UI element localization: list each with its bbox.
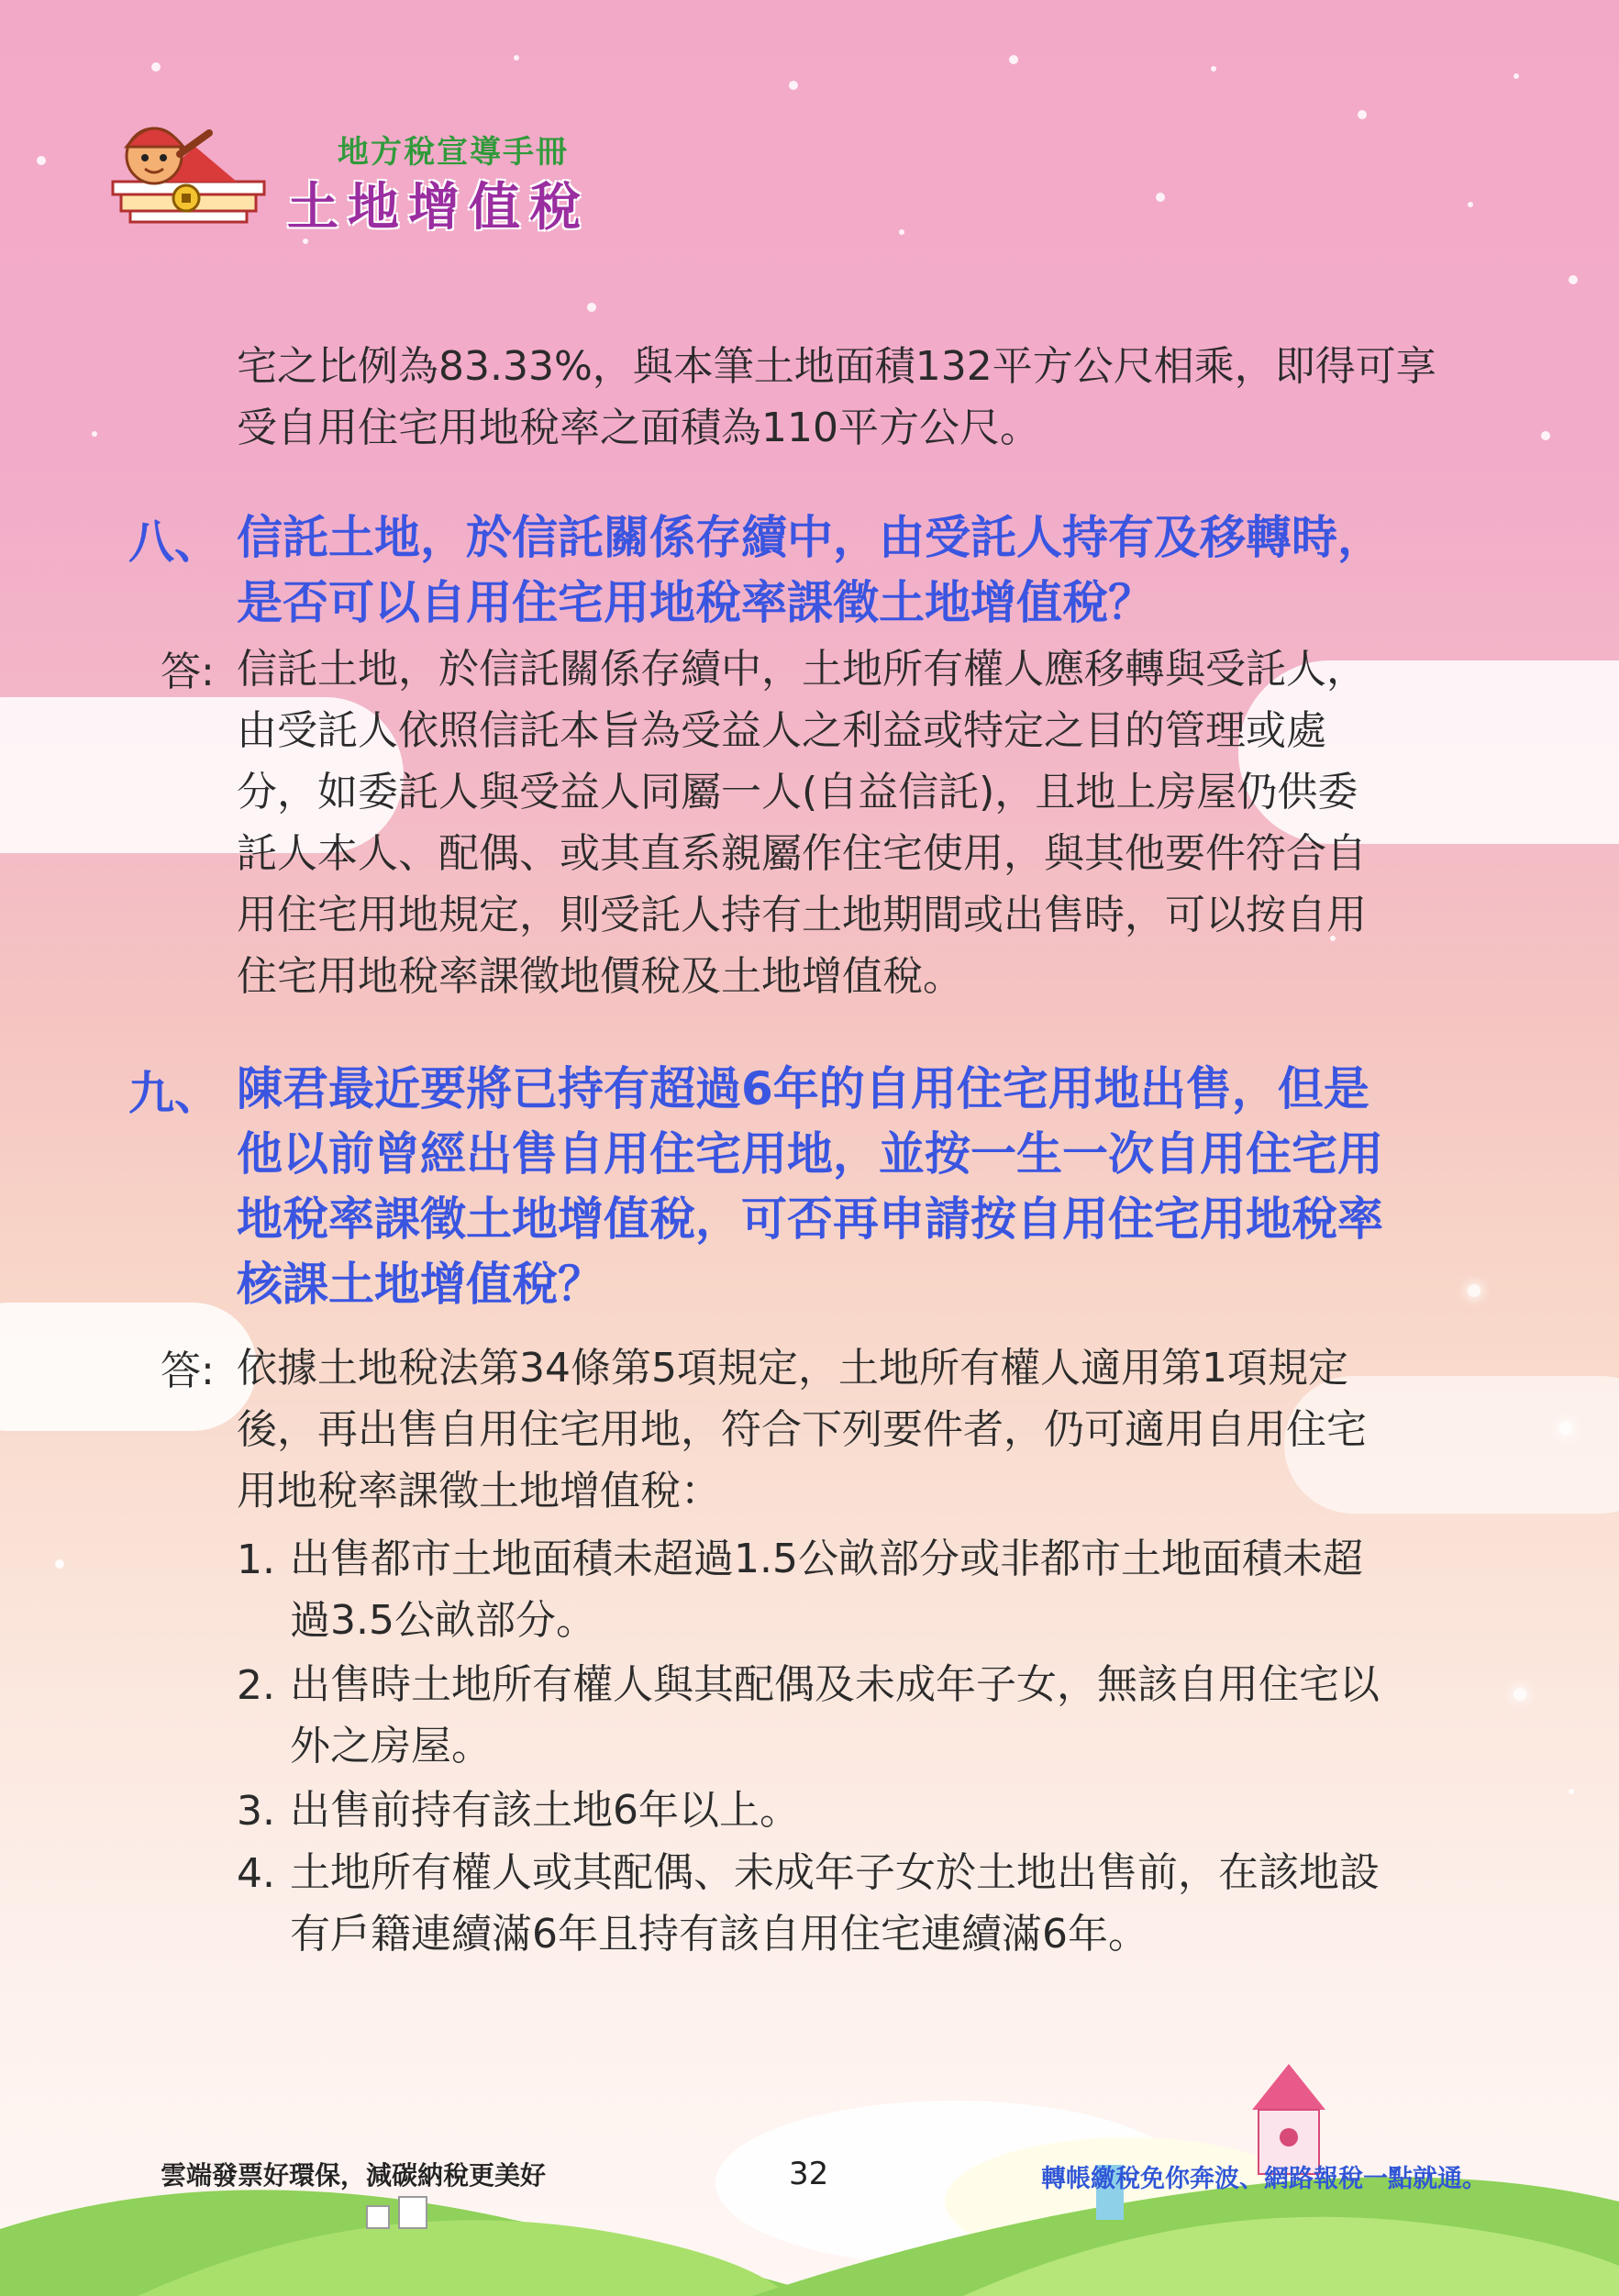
star-decoration <box>1569 275 1578 284</box>
question-number: 九、 <box>128 1067 220 1120</box>
answer-label: 答: <box>161 649 215 695</box>
question-line: 他以前曾經出售自用住宅用地，並按一生一次自用住宅用 <box>237 1127 1383 1181</box>
text-line: 託人本人、配偶、或其直系親屬作住宅使用，與其他要件符合自 <box>237 830 1367 877</box>
question-line: 地稅率課徵土地增值稅，可否再申請按自用住宅用地稅率 <box>237 1192 1383 1246</box>
answer-paragraph <box>237 1337 1367 1522</box>
page-title: 土地增值稅 <box>287 178 590 238</box>
star-decoration <box>587 303 596 312</box>
question-line: 信託土地，於信託關係存續中，由受託人持有及移轉時， <box>237 511 1383 564</box>
text-line: 出售都市土地面積未超過1.5公畝部分或非都市土地面積未超 <box>290 1536 1363 1582</box>
star-decoration <box>1514 73 1519 79</box>
list-item-text <box>290 1528 1363 1651</box>
text-line: 信託土地，於信託關係存續中，土地所有權人應移轉與受託人， <box>237 646 1367 693</box>
star-decoration <box>1569 1789 1574 1794</box>
star-decoration <box>1514 1688 1526 1701</box>
star-decoration <box>55 1559 64 1569</box>
star-decoration <box>789 81 798 90</box>
star-decoration <box>1468 1284 1480 1297</box>
star-decoration <box>1211 66 1216 72</box>
list-item-text <box>290 1780 800 1841</box>
text-line: 用住宅用地規定，則受託人持有土地期間或出售時，可以按自用 <box>237 892 1367 938</box>
text-line: 宅之比例為83.33%，與本筆土地面積132平方公尺相乘，即得可享 <box>237 343 1436 390</box>
text-line: 土地所有權人或其配偶、未成年子女於土地出售前，在該地設 <box>290 1849 1380 1896</box>
question-line: 核課土地增值稅？ <box>237 1258 604 1311</box>
text-line: 外之房屋。 <box>290 1723 492 1769</box>
intro-paragraph <box>237 336 1436 459</box>
text-line: 出售前持有該土地6年以上。 <box>290 1787 800 1834</box>
text-line: 用地稅率課徵土地增值稅： <box>237 1468 721 1514</box>
text-line: 住宅用地稅率課徵地價稅及土地增值稅。 <box>237 953 963 1000</box>
star-decoration <box>92 431 97 437</box>
list-number: 1. <box>237 1536 275 1583</box>
cloud-decoration <box>0 1303 257 1431</box>
question-heading <box>237 1057 1383 1317</box>
answer-label: 答: <box>161 1348 215 1394</box>
text-line: 依據土地稅法第34條第5項規定，土地所有權人適用第1項規定 <box>237 1345 1348 1392</box>
footer-slogan-right: 轉帳繳稅免你奔波、網路報稅一點就通。 <box>1041 2165 1487 2193</box>
list-item-text <box>290 1842 1380 1965</box>
text-line: 後，再出售自用住宅用地，符合下列要件者，仍可適用自用住宅 <box>237 1406 1367 1453</box>
mascot-logo-icon <box>108 110 269 229</box>
text-line: 由受託人依照信託本旨為受益人之利益或特定之目的管理或處 <box>237 707 1326 754</box>
text-line: 出售時土地所有權人與其配偶及未成年子女，無該自用住宅以 <box>290 1661 1380 1708</box>
footer-slogan-left: 雲端發票好環保，減碳納稅更美好 <box>161 2160 547 2191</box>
star-decoration <box>1358 110 1367 119</box>
question-line: 是否可以自用住宅用地稅率課徵土地增值稅？ <box>237 576 1154 629</box>
star-decoration <box>1156 193 1165 202</box>
answer-paragraph <box>237 638 1367 1007</box>
text-line: 受自用住宅用地稅率之面積為110平方公尺。 <box>237 405 1040 451</box>
handbook-subtitle: 地方稅宣導手冊 <box>338 134 569 171</box>
star-decoration <box>37 156 46 165</box>
question-line: 陳君最近要將已持有超過6年的自用住宅用地出售，但是 <box>237 1062 1369 1115</box>
text-line: 分，如委託人與受益人同屬一人(自益信託)，且地上房屋仍供委 <box>237 769 1358 815</box>
list-item-text <box>290 1654 1380 1777</box>
star-decoration <box>1541 431 1550 440</box>
list-number: 3. <box>237 1788 275 1835</box>
text-line: 過3.5公畝部分。 <box>290 1597 596 1644</box>
question-heading <box>237 505 1383 636</box>
text-line: 有戶籍連續滿6年且持有該自用住宅連續滿6年。 <box>290 1911 1148 1958</box>
list-number: 2. <box>237 1662 275 1709</box>
star-decoration <box>1468 202 1473 207</box>
star-decoration <box>899 229 904 235</box>
star-decoration <box>514 55 519 61</box>
star-decoration <box>151 62 161 72</box>
list-number: 4. <box>237 1850 275 1897</box>
page-number: 32 <box>789 2156 829 2192</box>
star-decoration <box>1009 55 1018 64</box>
question-number: 八、 <box>128 516 220 569</box>
header <box>108 110 659 238</box>
